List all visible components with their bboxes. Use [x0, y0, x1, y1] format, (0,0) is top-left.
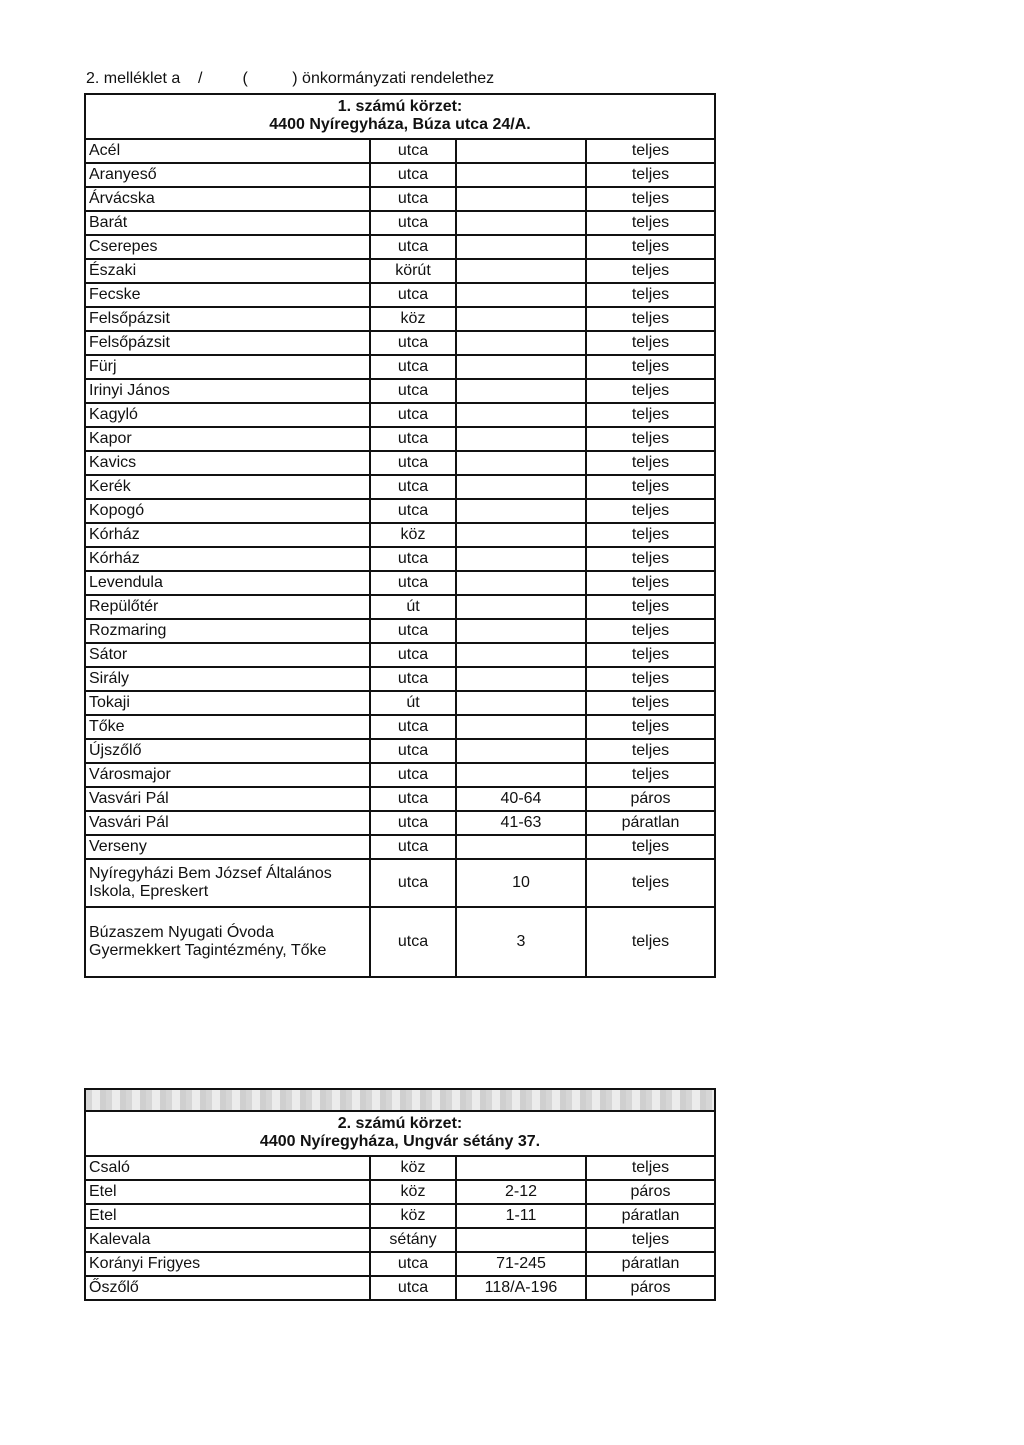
- street-name-cell: Irinyi János: [85, 379, 370, 403]
- district-1-address: 4400 Nyíregyháza, Búza utca 24/A.: [269, 116, 531, 133]
- street-name-cell: Kórház: [85, 547, 370, 571]
- street-type-cell: utca: [370, 715, 456, 739]
- parity-cell: teljes: [586, 1156, 715, 1180]
- house-range-cell: [456, 211, 586, 235]
- house-range-cell: [456, 259, 586, 283]
- street-name-cell: Újszőlő: [85, 739, 370, 763]
- parity-cell: teljes: [586, 451, 715, 475]
- street-name-cell: Sirály: [85, 667, 370, 691]
- street-type-cell: út: [370, 595, 456, 619]
- house-range-cell: [456, 139, 586, 163]
- street-name-cell: Etel: [85, 1204, 370, 1228]
- street-type-cell: köz: [370, 307, 456, 331]
- table-row: [85, 139, 715, 163]
- street-name-cell: Nyíregyházi Bem József Általános Iskola, Epreskert: [85, 859, 370, 907]
- street-name-cell: Vasvári Pál: [85, 787, 370, 811]
- street-name-cell: Kórház: [85, 523, 370, 547]
- table-row: [85, 379, 715, 403]
- house-range-cell: [456, 547, 586, 571]
- parity-cell: páratlan: [586, 1252, 715, 1276]
- parity-cell: teljes: [586, 1228, 715, 1252]
- street-name-cell: Árvácska: [85, 187, 370, 211]
- house-range-cell: [456, 355, 586, 379]
- street-name-cell: Vasvári Pál: [85, 811, 370, 835]
- street-name-cell: Barát: [85, 211, 370, 235]
- table-row: [85, 523, 715, 547]
- house-range-cell: [456, 499, 586, 523]
- table-row: [85, 1228, 715, 1252]
- street-name-cell: Városmajor: [85, 763, 370, 787]
- parity-cell: teljes: [586, 715, 715, 739]
- street-name-cell: Fürj: [85, 355, 370, 379]
- street-type-cell: utca: [370, 235, 456, 259]
- district-2-table: [84, 1088, 716, 1301]
- table-row: [85, 211, 715, 235]
- house-range-cell: [456, 667, 586, 691]
- table-row: [85, 355, 715, 379]
- house-range-cell: 40-64: [456, 787, 586, 811]
- street-type-cell: utca: [370, 499, 456, 523]
- house-range-cell: [456, 475, 586, 499]
- house-range-cell: [456, 763, 586, 787]
- house-range-cell: [456, 403, 586, 427]
- street-name-cell: Levendula: [85, 571, 370, 595]
- table-row: [85, 1180, 715, 1204]
- street-type-cell: sétány: [370, 1228, 456, 1252]
- parity-cell: teljes: [586, 163, 715, 187]
- house-range-cell: 118/A-196: [456, 1276, 586, 1300]
- table-row: [85, 739, 715, 763]
- street-name-cell: Repülőtér: [85, 595, 370, 619]
- table-row: [85, 571, 715, 595]
- house-range-cell: [456, 715, 586, 739]
- street-type-cell: utca: [370, 187, 456, 211]
- table-row: [85, 907, 715, 977]
- street-name-cell: Rozmaring: [85, 619, 370, 643]
- street-name-cell: Felsőpázsit: [85, 331, 370, 355]
- table-row: [85, 691, 715, 715]
- document-title: 2. melléklet a / ( ) önkormányzati rendelethez: [86, 70, 495, 87]
- house-range-cell: 10: [456, 859, 586, 907]
- table-row: [85, 283, 715, 307]
- table-row: [85, 499, 715, 523]
- separator-row: [85, 1089, 715, 1111]
- street-type-cell: utca: [370, 619, 456, 643]
- street-type-cell: köz: [370, 1180, 456, 1204]
- street-type-cell: körút: [370, 259, 456, 283]
- parity-cell: teljes: [586, 523, 715, 547]
- street-name-cell: Csaló: [85, 1156, 370, 1180]
- street-name-cell: Fecske: [85, 283, 370, 307]
- house-range-cell: [456, 307, 586, 331]
- street-type-cell: utca: [370, 211, 456, 235]
- house-range-cell: [456, 835, 586, 859]
- street-name-cell: Felsőpázsit: [85, 307, 370, 331]
- street-type-cell: utca: [370, 379, 456, 403]
- street-type-cell: köz: [370, 1204, 456, 1228]
- house-range-cell: [456, 643, 586, 667]
- street-type-cell: utca: [370, 283, 456, 307]
- street-name-cell: Cserepes: [85, 235, 370, 259]
- street-name-cell: Őszőlő: [85, 1276, 370, 1300]
- street-name-cell: Verseny: [85, 835, 370, 859]
- house-range-cell: 41-63: [456, 811, 586, 835]
- table-row: [85, 763, 715, 787]
- street-name-cell: Etel: [85, 1180, 370, 1204]
- district-2-title: 2. számú körzet:: [337, 1115, 463, 1132]
- street-name-cell: Tőke: [85, 715, 370, 739]
- table-row: [85, 1252, 715, 1276]
- street-type-cell: utca: [370, 451, 456, 475]
- table-row: [85, 715, 715, 739]
- table-row: [85, 1276, 715, 1300]
- district-1-header: [85, 94, 715, 139]
- district-2-header: [85, 1111, 715, 1156]
- house-range-cell: [456, 619, 586, 643]
- table-row: [85, 547, 715, 571]
- street-name-cell: Sátor: [85, 643, 370, 667]
- district-2-address: 4400 Nyíregyháza, Ungvár sétány 37.: [259, 1133, 541, 1150]
- parity-cell: páros: [586, 1276, 715, 1300]
- house-range-cell: [456, 739, 586, 763]
- street-name-cell: Búzaszem Nyugati Óvoda Gyermekkert Tagintézmény, Tőke: [85, 907, 370, 977]
- street-name-cell: Kagyló: [85, 403, 370, 427]
- street-name-cell: Aranyeső: [85, 163, 370, 187]
- parity-cell: teljes: [586, 475, 715, 499]
- table-row: [85, 403, 715, 427]
- street-type-cell: utca: [370, 739, 456, 763]
- parity-cell: teljes: [586, 403, 715, 427]
- parity-cell: teljes: [586, 739, 715, 763]
- house-range-cell: [456, 283, 586, 307]
- table-row: [85, 667, 715, 691]
- street-type-cell: utca: [370, 403, 456, 427]
- house-range-cell: [456, 451, 586, 475]
- street-type-cell: köz: [370, 523, 456, 547]
- parity-cell: teljes: [586, 283, 715, 307]
- parity-cell: teljes: [586, 595, 715, 619]
- street-type-cell: utca: [370, 763, 456, 787]
- parity-cell: teljes: [586, 667, 715, 691]
- street-name-cell: Kavics: [85, 451, 370, 475]
- house-range-cell: [456, 379, 586, 403]
- parity-cell: teljes: [586, 499, 715, 523]
- street-type-cell: utca: [370, 787, 456, 811]
- street-type-cell: utca: [370, 1276, 456, 1300]
- street-name-cell: Korányi Frigyes: [85, 1252, 370, 1276]
- house-range-cell: [456, 187, 586, 211]
- table-row: [85, 787, 715, 811]
- table-row: [85, 1156, 715, 1180]
- house-range-cell: 71-245: [456, 1252, 586, 1276]
- house-range-cell: [456, 595, 586, 619]
- table-row: [85, 643, 715, 667]
- parity-cell: teljes: [586, 619, 715, 643]
- street-type-cell: köz: [370, 1156, 456, 1180]
- table-row: [85, 1204, 715, 1228]
- street-type-cell: utca: [370, 859, 456, 907]
- table-row: [85, 427, 715, 451]
- street-type-cell: utca: [370, 427, 456, 451]
- parity-cell: teljes: [586, 571, 715, 595]
- table-row: [85, 835, 715, 859]
- house-range-cell: 1-11: [456, 1204, 586, 1228]
- table-row: [85, 619, 715, 643]
- house-range-cell: [456, 691, 586, 715]
- table-row: [85, 187, 715, 211]
- table-row: [85, 859, 715, 907]
- street-name-cell: Kalevala: [85, 1228, 370, 1252]
- street-type-cell: utca: [370, 355, 456, 379]
- table-row: [85, 235, 715, 259]
- parity-cell: teljes: [586, 691, 715, 715]
- street-type-cell: utca: [370, 643, 456, 667]
- parity-cell: teljes: [586, 307, 715, 331]
- parity-cell: teljes: [586, 547, 715, 571]
- parity-cell: páros: [586, 787, 715, 811]
- street-type-cell: utca: [370, 811, 456, 835]
- house-range-cell: 2-12: [456, 1180, 586, 1204]
- parity-cell: páratlan: [586, 811, 715, 835]
- parity-cell: páratlan: [586, 1204, 715, 1228]
- street-name-cell: Északi: [85, 259, 370, 283]
- parity-cell: teljes: [586, 139, 715, 163]
- district-1-table: [84, 93, 716, 978]
- house-range-cell: [456, 523, 586, 547]
- table-row: [85, 163, 715, 187]
- house-range-cell: 3: [456, 907, 586, 977]
- table-row: [85, 451, 715, 475]
- parity-cell: teljes: [586, 643, 715, 667]
- house-range-cell: [456, 571, 586, 595]
- table-row: [85, 307, 715, 331]
- table-row: [85, 259, 715, 283]
- street-type-cell: út: [370, 691, 456, 715]
- parity-cell: teljes: [586, 835, 715, 859]
- district-1-title: 1. számú körzet:: [337, 98, 463, 115]
- street-name-cell: Kopogó: [85, 499, 370, 523]
- street-type-cell: utca: [370, 571, 456, 595]
- street-type-cell: utca: [370, 1252, 456, 1276]
- street-type-cell: utca: [370, 139, 456, 163]
- street-name-cell: Kapor: [85, 427, 370, 451]
- street-type-cell: utca: [370, 475, 456, 499]
- street-type-cell: utca: [370, 331, 456, 355]
- street-type-cell: utca: [370, 835, 456, 859]
- house-range-cell: [456, 235, 586, 259]
- parity-cell: teljes: [586, 259, 715, 283]
- parity-cell: teljes: [586, 763, 715, 787]
- parity-cell: teljes: [586, 331, 715, 355]
- parity-cell: teljes: [586, 427, 715, 451]
- table-row: [85, 595, 715, 619]
- parity-cell: teljes: [586, 379, 715, 403]
- street-type-cell: utca: [370, 667, 456, 691]
- house-range-cell: [456, 427, 586, 451]
- table-row: [85, 811, 715, 835]
- house-range-cell: [456, 1228, 586, 1252]
- street-type-cell: utca: [370, 547, 456, 571]
- house-range-cell: [456, 331, 586, 355]
- parity-cell: teljes: [586, 355, 715, 379]
- table-row: [85, 475, 715, 499]
- parity-cell: teljes: [586, 211, 715, 235]
- table-row: [85, 331, 715, 355]
- house-range-cell: [456, 1156, 586, 1180]
- parity-cell: teljes: [586, 235, 715, 259]
- parity-cell: teljes: [586, 907, 715, 977]
- street-type-cell: utca: [370, 907, 456, 977]
- house-range-cell: [456, 163, 586, 187]
- street-type-cell: utca: [370, 163, 456, 187]
- parity-cell: teljes: [586, 187, 715, 211]
- street-name-cell: Acél: [85, 139, 370, 163]
- street-name-cell: Tokaji: [85, 691, 370, 715]
- parity-cell: páros: [586, 1180, 715, 1204]
- parity-cell: teljes: [586, 859, 715, 907]
- street-name-cell: Kerék: [85, 475, 370, 499]
